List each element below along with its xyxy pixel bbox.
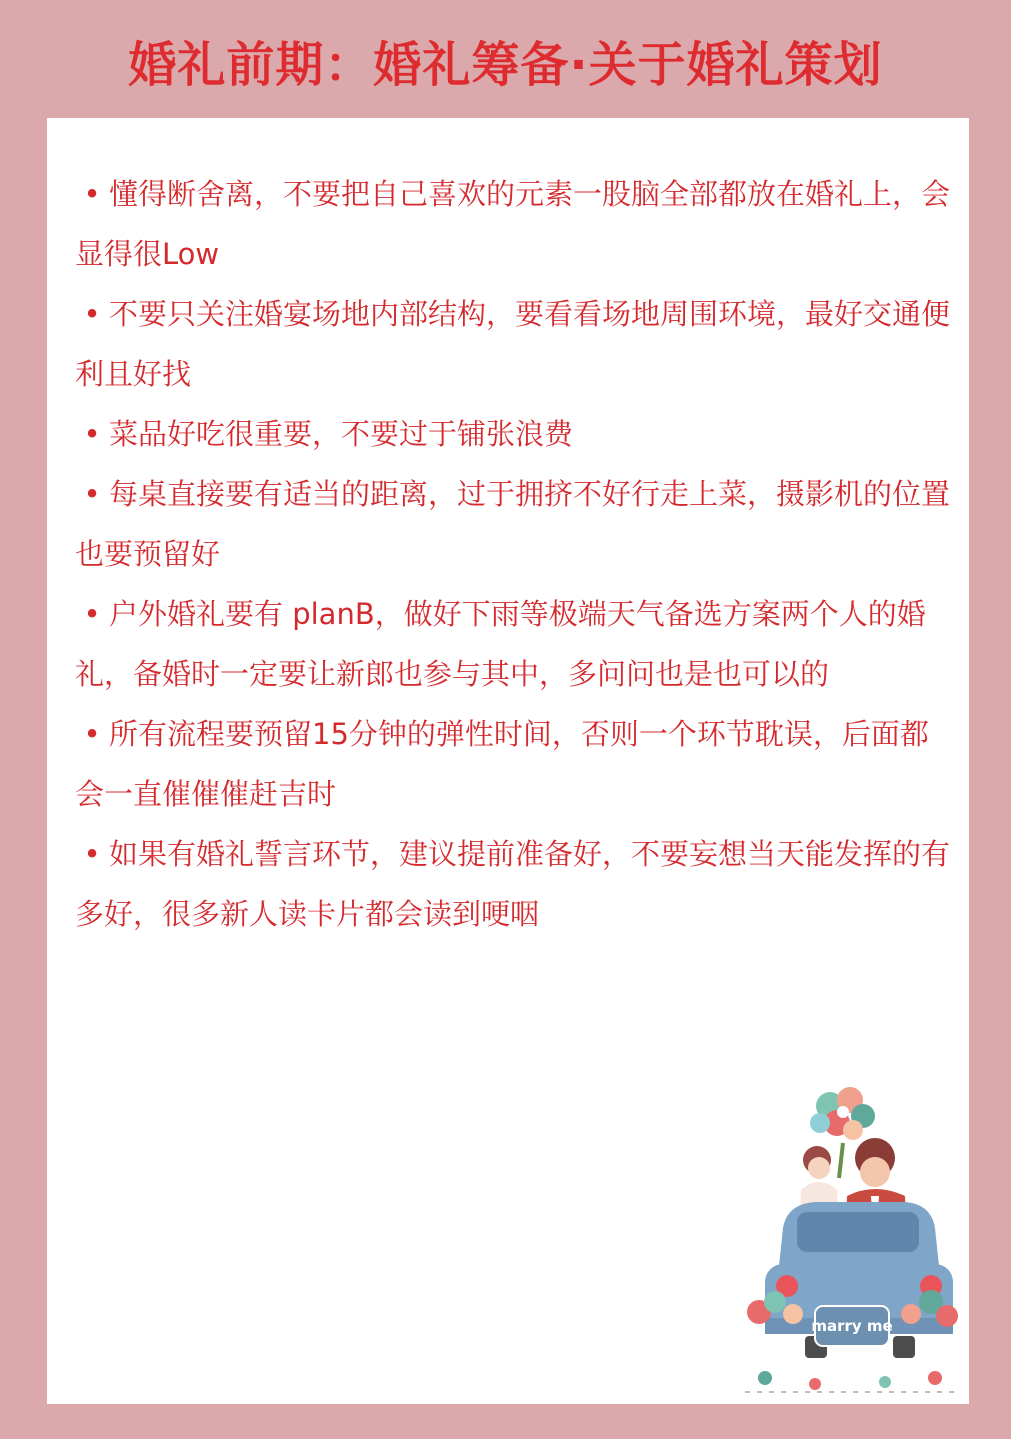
bullet-icon: •: [83, 417, 101, 451]
bullet-icon: •: [83, 297, 101, 331]
list-item: [75, 584, 955, 704]
list-item-text: 户外婚礼要有 planB，做好下雨等极端天气备选方案两个人的婚礼，备婚时一定要让新郎也参与其中，多问问也是也可以的: [75, 597, 926, 691]
list-item: [75, 824, 955, 944]
list-item: [75, 464, 955, 584]
bullet-icon: •: [83, 717, 101, 751]
list-item-text: 懂得断舍离，不要把自己喜欢的元素一股脑全部都放在婚礼上，会显得很Low: [75, 177, 951, 271]
tips-list: [75, 164, 955, 944]
list-item-text: 每桌直接要有适当的距离，过于拥挤不好行走上菜，摄影机的位置也要预留好: [75, 477, 951, 571]
plate-text: marry me: [811, 1317, 893, 1335]
page-title: 婚礼前期：婚礼筹备·关于婚礼策划: [128, 37, 883, 93]
license-plate: [811, 1306, 892, 1346]
list-item-text: 所有流程要预留15分钟的弹性时间，否则一个环节耽误，后面都会一直催催催赶吉时: [75, 717, 929, 811]
wedding-car-illustration: [735, 1078, 967, 1400]
list-item-text: 菜品好吃很重要，不要过于铺张浪费: [109, 417, 574, 451]
list-item: [75, 404, 955, 464]
list-item: [75, 164, 955, 284]
bullet-icon: •: [83, 177, 101, 211]
bullet-icon: •: [83, 477, 101, 511]
bullet-icon: •: [83, 837, 101, 871]
list-item-text: 不要只关注婚宴场地内部结构，要看看场地周围环境，最好交通便利且好找: [75, 297, 951, 391]
list-item-text: 如果有婚礼誓言环节，建议提前准备好，不要妄想当天能发挥的有多好，很多新人读卡片都会读到哽咽: [75, 837, 951, 931]
bullet-icon: •: [83, 597, 101, 631]
list-item: [75, 704, 955, 824]
list-item: [75, 284, 955, 404]
